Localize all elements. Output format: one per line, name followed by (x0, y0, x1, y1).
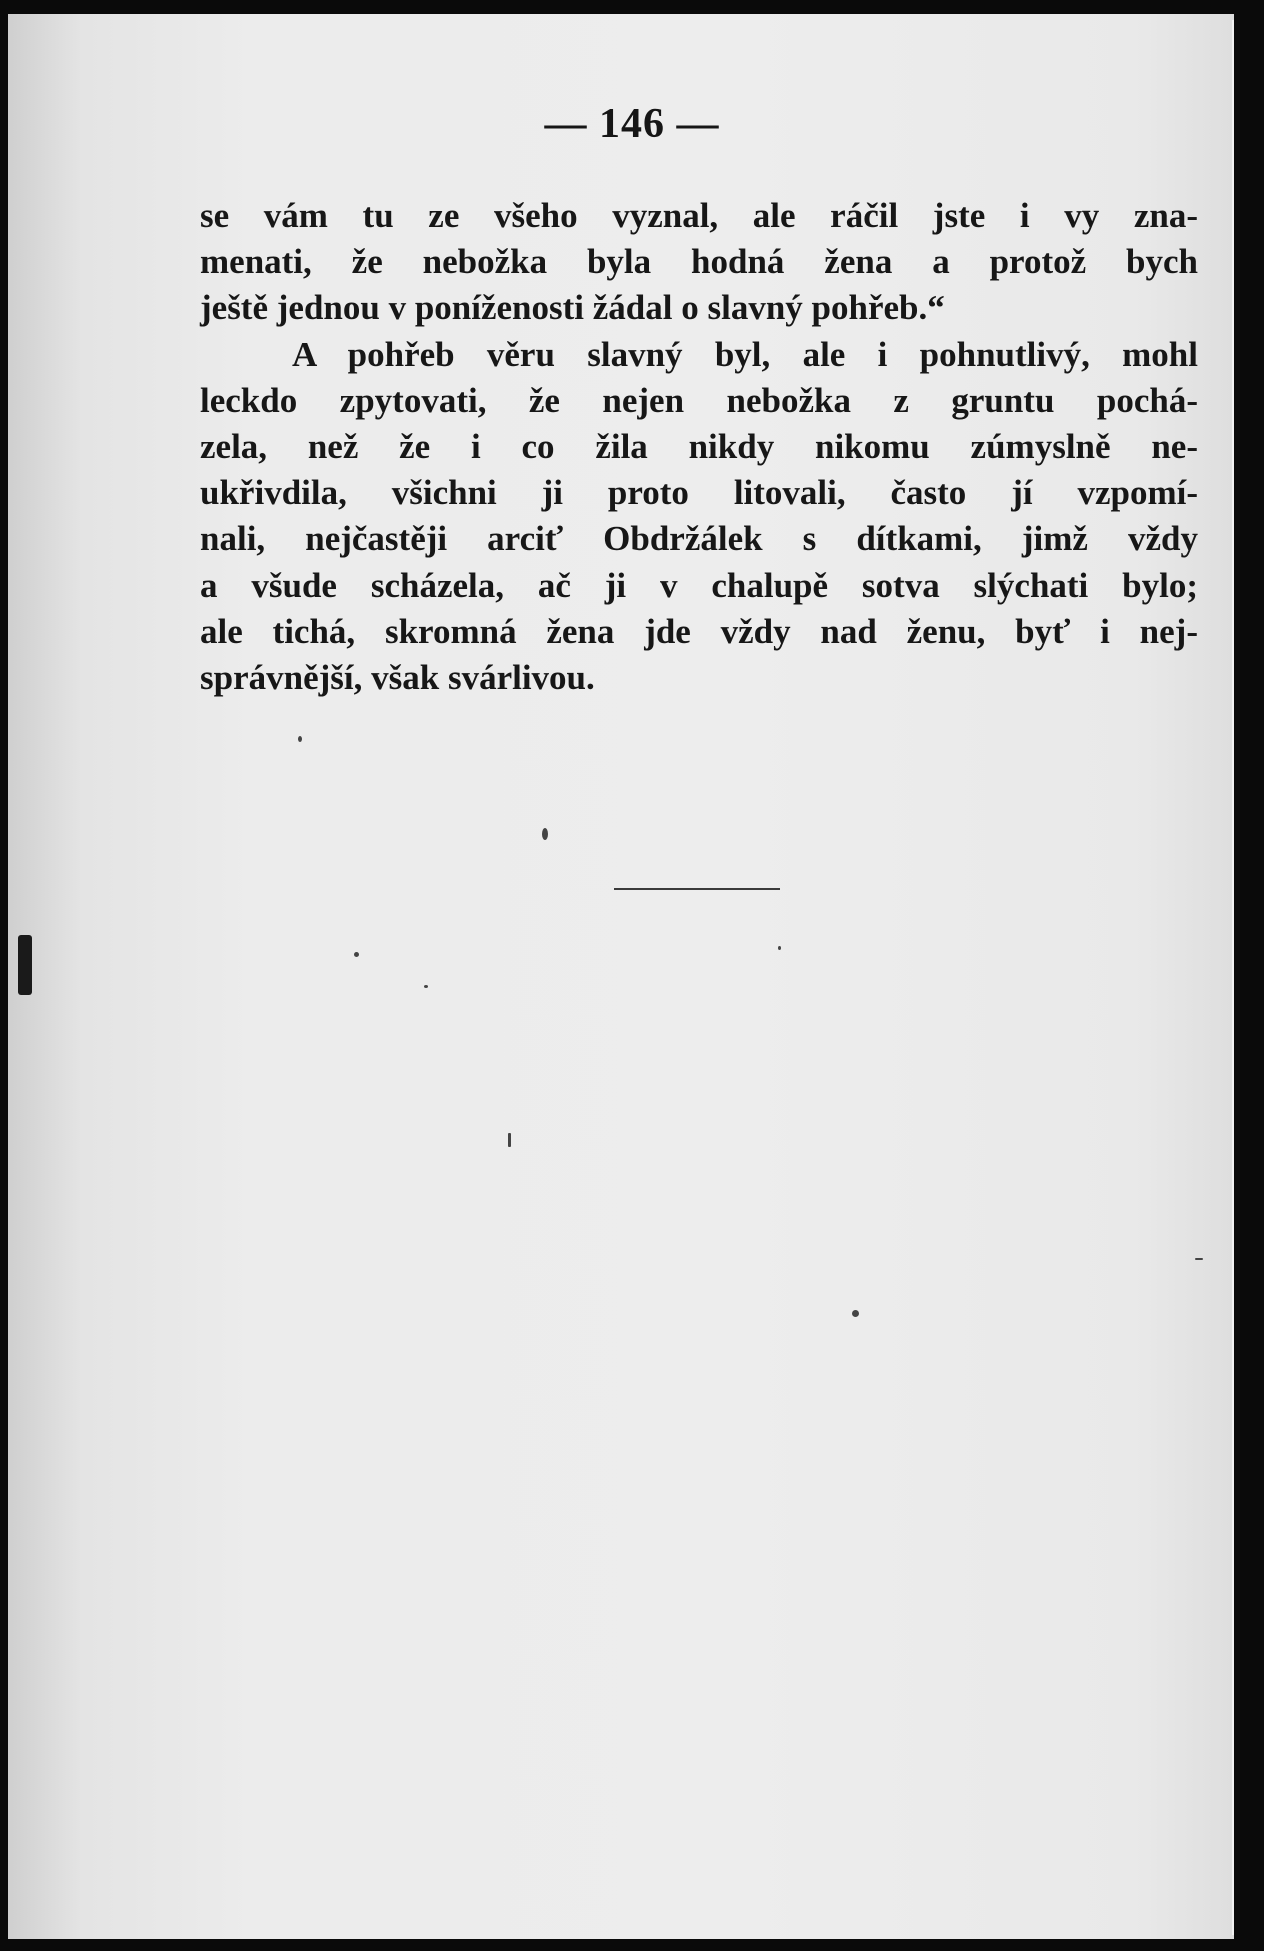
text-line: zela, než že i co žila nikdy nikomu zúmyslně ne- (200, 426, 1198, 466)
text-line: se vám tu ze všeho vyznal, ale ráčil jste i vy zna- (200, 196, 1198, 235)
text-line: správnější, však svárlivou. (200, 657, 595, 697)
binding-smudge (18, 935, 32, 995)
text-line: leckdo zpytovati, že nejen nebožka z gruntu pochá- (200, 380, 1198, 420)
text-line: ale tichá, skromná žena jde vždy nad ženu, byť i nej- (200, 611, 1198, 651)
print-speck (778, 946, 781, 950)
print-speck (424, 985, 428, 988)
print-speck (542, 828, 548, 840)
print-speck (354, 952, 359, 957)
print-speck (852, 1310, 859, 1317)
text-line: A pohřeb věru slavný byl, ale i pohnutlivý, mohl (292, 334, 1198, 374)
end-divider (614, 888, 780, 890)
text-line: ukřivdila, všichni ji proto litovali, často jí vzpomí- (200, 473, 1198, 513)
text-line: ještě jednou v poníženosti žádal o slavný pohřeb.“ (200, 288, 945, 328)
text-line: menati, že nebožka byla hodná žena a protož bych (200, 242, 1198, 282)
print-speck (298, 736, 302, 742)
page-number: — 146 — (544, 101, 720, 147)
text-line: nali, nejčastěji arciť Obdržálek s dítkami, jimž vždy (200, 519, 1198, 559)
print-speck (1195, 1258, 1203, 1260)
scan-border (1234, 0, 1264, 1951)
body-text (200, 193, 1198, 701)
text-line: a všude scházela, ač ji v chalupě sotva slýchati bylo; (200, 565, 1198, 605)
print-speck (508, 1133, 511, 1147)
